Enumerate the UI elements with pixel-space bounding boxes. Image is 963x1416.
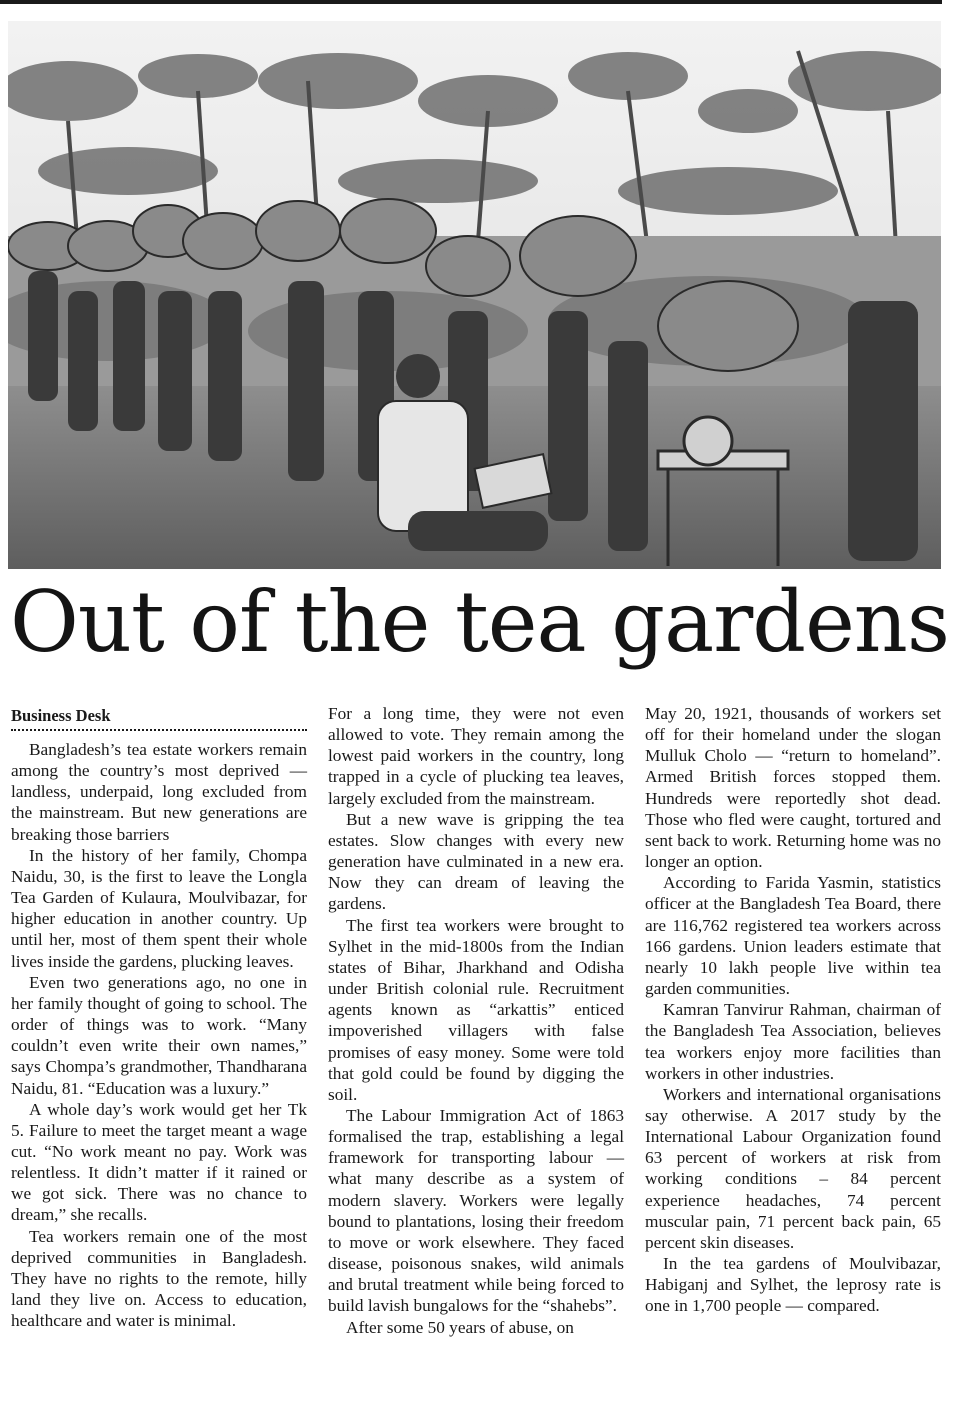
article-column-2 — [328, 703, 624, 1338]
paragraph: The first tea workers were brought to Sylhet in the mid-1800s from the Indian states of Bihar, Jharkhand and Odisha under British colonial rule. Recruitment agents known as “arkattis” enticed impoverished villagers with false promises of easy money. Some were told that gold could be found by digging the soil. — [328, 915, 624, 1104]
paragraph: Workers and international organisations say otherwise. A 2017 study by the International Labour Organization found 63 percent of workers at risk from working conditions – 84 percent experience headaches, 74 percent muscular pain, 71 percent back pain, 65 percent skin diseases. — [645, 1084, 941, 1252]
paragraph: Tea workers remain one of the most deprived communities in Bangladesh. They have no rights to the remote, hilly land they live on. Access to education, healthcare and water is minimal. — [11, 1226, 307, 1331]
paragraph: The Labour Immigration Act of 1863 formalised the trap, establishing a legal framework for transporting labour — what many describe as a system of modern slavery. Workers were legally bound to plantations, losing their freedom to move or work elsewhere. They faced disease, poisonous snakes, wild animals and brutal treatment while being forced to build lavish bungalows for the “shahebs”. — [328, 1105, 624, 1316]
paragraph: For a long time, they were not even allowed to vote. They remain among the lowest paid workers in the country, long trapped in a cycle of plucking tea leaves, largely excluded from the mainstream. — [328, 704, 624, 808]
paragraph: A whole day’s work would get her Tk 5. Failure to meet the target meant a wage cut. “No work meant no pay. Work was relentless. It didn’t matter if it rained or we got sick. There was no chance to dream,” she recalls. — [11, 1099, 307, 1225]
paragraph: In the history of her family, Chompa Naidu, 30, is the first to leave the Longla Tea Garden of Kulaura, Moulvibazar, for higher education in another country. Up until her, most of them spent their whole lives inside the gardens, plucking leaves. — [11, 845, 307, 971]
paragraph: But a new wave is gripping the tea estates. Slow changes with every new generation have culminated in a new era. Now they can dream of leaving the gardens. — [328, 809, 624, 914]
article-column-1 — [11, 703, 307, 1331]
article-column-3 — [645, 703, 941, 1317]
paragraph: According to Farida Yasmin, statistics officer at the Bangladesh Tea Board, there are 116,762 registered tea workers across 166 gardens. Union leaders estimate that nearly 10 lakh people live within tea garden communities. — [645, 873, 941, 999]
paragraph: Bangladesh’s tea estate workers remain among the country’s most deprived — landless, underpaid, long excluded from the mainstream. But new generations are breaking those barriers — [11, 740, 307, 844]
paragraph: Kamran Tanvirur Rahman, chairman of the Bangladesh Tea Association, believes tea workers enjoy more facilities than workers in other industries. — [645, 1000, 941, 1083]
paragraph: In the tea gardens of Moulvibazar, Habiganj and Sylhet, the leprosy rate is one in 1,700 people — compared. — [645, 1254, 941, 1316]
paragraph: May 20, 1921, thousands of workers set off for their homeland under the slogan Mulluk Cholo — “return to homeland”. Armed British forces stopped them. Hundreds were reportedly shot dead. Those who fled were caught, tortured and sent back to work. Returning home was no longer an option. — [645, 704, 941, 872]
paragraph: Even two generations ago, no one in her family thought of going to school. The order of things was to work. “Many couldn’t even write their own names,” says Chompa’s grandmother, Thandharana Naidu, 81. “Education was a luxury.” — [11, 972, 307, 1098]
tea-workers-photo — [8, 21, 941, 569]
byline: Business Desk — [11, 703, 307, 731]
top-rule — [0, 0, 942, 4]
paragraph: After some 50 years of abuse, on — [346, 1317, 574, 1337]
headline: Out of the tea gardens — [10, 573, 949, 671]
